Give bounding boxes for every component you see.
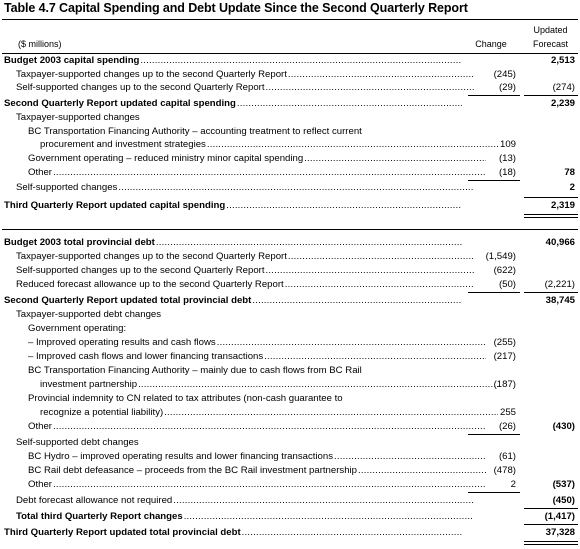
table-row [0, 450, 580, 464]
row-label: Other ..... [0, 166, 486, 180]
table-row [0, 392, 580, 406]
row-change: 2 [510, 479, 516, 490]
table-row [0, 406, 580, 420]
table-row [0, 464, 580, 478]
table-row [0, 199, 580, 213]
row-label: Taxpayer-supported changes up to the second Quarterly Report ..... [0, 68, 474, 82]
row-label: – Improved cash flows and lower financing transactions ..... [0, 350, 486, 364]
subtotal-rule [524, 508, 578, 509]
table-row [0, 181, 580, 195]
row-label: Self-supported debt changes [16, 437, 139, 448]
row-label: – Improved operating results and cash flows ..... [0, 336, 486, 350]
row-updated: 2 [569, 182, 575, 193]
row-change: 255 [499, 407, 516, 418]
row-label: Other ..... [0, 478, 486, 492]
row-label: investment partnership ..... [0, 378, 498, 392]
title-rule [2, 19, 578, 20]
row-label: Other ..... [0, 420, 486, 434]
row-label: Total third Quarterly Report changes ..... [0, 510, 474, 524]
table-row [0, 436, 580, 450]
row-updated: (1,417) [544, 511, 575, 522]
row-updated: 2,239 [550, 98, 575, 109]
row-change: (255) [493, 337, 516, 348]
row-label: BC Hydro – improved operating results and lower financing transactions ..... [0, 450, 486, 464]
table-row [0, 138, 580, 152]
row-change: (245) [493, 69, 516, 80]
row-label: Taxpayer-supported changes up to the second Quarterly Report ..... [0, 250, 474, 264]
row-label: Government operating – reduced ministry minor capital spending ..... [0, 152, 486, 166]
row-change: (478) [493, 465, 516, 476]
row-label: Third Quarterly Report updated capital spending ..... [0, 199, 462, 213]
table-row [0, 278, 580, 292]
total-double-rule [524, 217, 578, 218]
row-label: Government operating: [28, 323, 127, 334]
row-updated: 40,966 [545, 237, 575, 248]
total-double-rule [524, 214, 578, 215]
total-double-rule [524, 541, 578, 542]
row-label: Self-supported changes up to the second Quarterly Report ..... [0, 81, 474, 95]
updated-column-header-line1: Updated [533, 25, 568, 35]
total-double-rule [524, 544, 578, 545]
table-row [0, 364, 580, 378]
row-label: Self-supported changes up to the second Quarterly Report ..... [0, 264, 474, 278]
updated-column-header-line2: Forecast [532, 39, 568, 49]
subtotal-rule [468, 492, 520, 493]
row-change: (29) [498, 82, 516, 93]
table-row [0, 152, 580, 166]
table-row [0, 336, 580, 350]
row-label: Second Quarterly Report updated total provincial debt ..... [0, 294, 462, 308]
units-label: ($ millions) [18, 39, 62, 49]
table-row [0, 294, 580, 308]
row-change: (217) [493, 351, 516, 362]
subtotal-rule [524, 95, 578, 96]
row-label: Debt forecast allowance not required ..... [0, 494, 474, 508]
row-label: BC Rail debt defeasance – proceeds from the BC Rail investment partnership ..... [0, 464, 486, 478]
row-label: Self-supported changes ..... [0, 181, 474, 195]
table-row [0, 510, 580, 524]
subtotal-rule [468, 434, 520, 435]
subtotal-rule [524, 524, 578, 525]
table-row [0, 378, 580, 392]
table-row [0, 526, 580, 540]
table-row [0, 420, 580, 434]
row-updated: 2,319 [550, 200, 575, 211]
row-updated: (450) [552, 495, 575, 506]
row-change: (187) [493, 379, 516, 390]
table-row [0, 111, 580, 125]
row-change: (622) [493, 265, 516, 276]
row-updated: (537) [552, 479, 575, 490]
subtotal-rule [468, 95, 520, 96]
row-label: Reduced forecast allowance up to the second Quarterly Report ..... [0, 278, 474, 292]
row-change: (50) [498, 279, 516, 290]
table-row [0, 54, 580, 68]
row-updated: (274) [552, 82, 575, 93]
row-change: 109 [499, 139, 516, 150]
subtotal-rule [524, 197, 578, 198]
table-row [0, 166, 580, 180]
table-row [0, 478, 580, 492]
table-row [0, 236, 580, 250]
row-label: BC Transportation Financing Authority – mainly due to cash flows from BC Rail [28, 365, 362, 376]
row-change: (61) [498, 451, 516, 462]
row-change: (13) [498, 153, 516, 164]
table-row [0, 68, 580, 82]
row-label: Provincial indemnity to CN related to tax attributes (non-cash guarantee to [28, 393, 343, 404]
table-row [0, 97, 580, 111]
table-row [0, 250, 580, 264]
row-change: (1,549) [485, 251, 516, 262]
table-row [0, 494, 580, 508]
table-row [0, 81, 580, 95]
row-label: recognize a potential liability) ..... [0, 406, 498, 420]
row-change: (26) [498, 421, 516, 432]
row-label: Second Quarterly Report updated capital spending ..... [0, 97, 462, 111]
row-label: Third Quarterly Report updated total provincial debt ..... [0, 526, 462, 540]
row-updated: (430) [552, 421, 575, 432]
row-change: (18) [498, 167, 516, 178]
row-label: Taxpayer-supported debt changes [16, 309, 162, 320]
change-column-header: Change [475, 39, 507, 49]
row-updated: (2,221) [544, 279, 575, 290]
table-row [0, 264, 580, 278]
row-label: procurement and investment strategies ..... [0, 138, 498, 152]
table-title: Table 4.7 Capital Spending and Debt Update Since the Second Quarterly Report [4, 1, 468, 15]
row-updated: 78 [564, 167, 575, 178]
row-label: Budget 2003 total provincial debt ..... [0, 236, 462, 250]
row-label: BC Transportation Financing Authority – accounting treatment to reflect current [28, 126, 362, 137]
subtotal-rule [524, 292, 578, 293]
table-row [0, 350, 580, 364]
table-row [0, 308, 580, 322]
subtotal-rule [468, 292, 520, 293]
row-label: Taxpayer-supported changes [16, 112, 140, 123]
table-row [0, 125, 580, 139]
section-rule [2, 229, 578, 230]
row-label: Budget 2003 capital spending ..... [0, 54, 462, 68]
row-updated: 38,745 [545, 295, 575, 306]
row-updated: 37,328 [545, 527, 575, 538]
row-updated: 2,513 [550, 55, 575, 66]
table-row [0, 322, 580, 336]
